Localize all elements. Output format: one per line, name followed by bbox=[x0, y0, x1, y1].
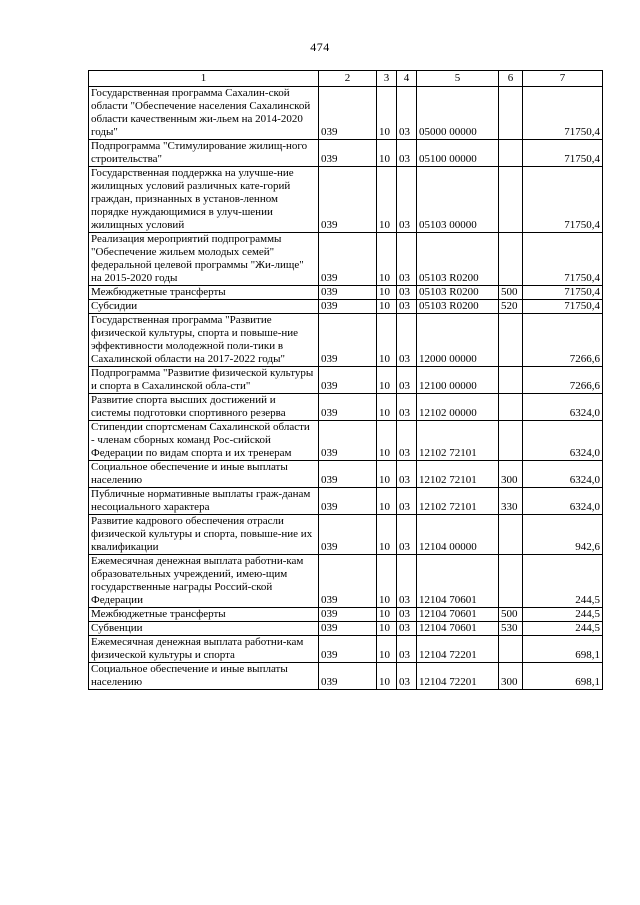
table-row bbox=[89, 488, 603, 515]
row-target-code: 05103 R0200 bbox=[417, 300, 499, 314]
row-expense-type: 530 bbox=[499, 622, 523, 636]
row-name: Подпрограмма "Развитие физической культуры и спорта в Сахалинской обла-сти" bbox=[89, 367, 319, 394]
row-section-code: 10 bbox=[377, 300, 397, 314]
row-name: Публичные нормативные выплаты граж-данам несоциального характера bbox=[89, 488, 319, 515]
row-name: Государственная программа Сахалин-ской области "Обеспечение населения Сахалинской области качественным жи-льем на 2014-2020 годы" bbox=[89, 87, 319, 140]
table-row bbox=[89, 367, 603, 394]
row-section-code: 10 bbox=[377, 286, 397, 300]
row-ministry-code: 039 bbox=[319, 421, 377, 461]
row-section-code: 10 bbox=[377, 555, 397, 608]
row-subsection-code: 03 bbox=[397, 286, 417, 300]
row-subsection-code: 03 bbox=[397, 461, 417, 488]
row-target-code: 12104 00000 bbox=[417, 515, 499, 555]
table-row bbox=[89, 421, 603, 461]
row-target-code: 12104 70601 bbox=[417, 622, 499, 636]
row-target-code: 05000 00000 bbox=[417, 87, 499, 140]
row-target-code: 05100 00000 bbox=[417, 140, 499, 167]
table-row bbox=[89, 300, 603, 314]
row-target-code: 12102 00000 bbox=[417, 394, 499, 421]
row-ministry-code: 039 bbox=[319, 300, 377, 314]
row-subsection-code: 03 bbox=[397, 622, 417, 636]
table-row bbox=[89, 515, 603, 555]
row-target-code: 12104 70601 bbox=[417, 608, 499, 622]
row-subsection-code: 03 bbox=[397, 515, 417, 555]
row-expense-type: 500 bbox=[499, 286, 523, 300]
row-target-code: 12104 72201 bbox=[417, 663, 499, 690]
row-target-code: 12104 72201 bbox=[417, 636, 499, 663]
row-subsection-code: 03 bbox=[397, 167, 417, 233]
row-amount: 7266,6 bbox=[523, 314, 603, 367]
table-row bbox=[89, 87, 603, 140]
row-section-code: 10 bbox=[377, 515, 397, 555]
row-subsection-code: 03 bbox=[397, 421, 417, 461]
table-row bbox=[89, 140, 603, 167]
row-expense-type bbox=[499, 555, 523, 608]
row-target-code: 05103 R0200 bbox=[417, 233, 499, 286]
row-expense-type bbox=[499, 167, 523, 233]
row-subsection-code: 03 bbox=[397, 300, 417, 314]
row-name: Стипендии спортсменам Сахалинской области - членам сборных команд Рос-сийской Федерации по видам спорта и их тренерам bbox=[89, 421, 319, 461]
table-row bbox=[89, 286, 603, 300]
row-amount: 71750,4 bbox=[523, 140, 603, 167]
row-name: Субвенции bbox=[89, 622, 319, 636]
table-row bbox=[89, 233, 603, 286]
row-amount: 71750,4 bbox=[523, 300, 603, 314]
row-expense-type bbox=[499, 233, 523, 286]
budget-table bbox=[88, 70, 603, 690]
row-expense-type bbox=[499, 87, 523, 140]
row-name: Реализация мероприятий подпрограммы "Обеспечение жильем молодых семей" федеральной целевой программы "Жи-лище" на 2015-2020 годы bbox=[89, 233, 319, 286]
row-amount: 71750,4 bbox=[523, 167, 603, 233]
row-expense-type bbox=[499, 636, 523, 663]
header-col-5: 5 bbox=[417, 71, 499, 87]
row-target-code: 12104 70601 bbox=[417, 555, 499, 608]
page-number: 474 bbox=[310, 40, 330, 54]
row-section-code: 10 bbox=[377, 636, 397, 663]
row-expense-type: 330 bbox=[499, 488, 523, 515]
row-target-code: 12102 72101 bbox=[417, 421, 499, 461]
row-expense-type bbox=[499, 140, 523, 167]
row-target-code: 12100 00000 bbox=[417, 367, 499, 394]
row-name: Развитие кадрового обеспечения отрасли физической культуры и спорта, повыше-ние их квалификации bbox=[89, 515, 319, 555]
row-ministry-code: 039 bbox=[319, 87, 377, 140]
header-col-1: 1 bbox=[89, 71, 319, 87]
row-ministry-code: 039 bbox=[319, 140, 377, 167]
row-name: Межбюджетные трансферты bbox=[89, 608, 319, 622]
table-row bbox=[89, 663, 603, 690]
row-target-code: 12000 00000 bbox=[417, 314, 499, 367]
row-amount: 698,1 bbox=[523, 636, 603, 663]
row-ministry-code: 039 bbox=[319, 622, 377, 636]
row-name: Ежемесячная денежная выплата работни-кам физической культуры и спорта bbox=[89, 636, 319, 663]
table-header-row bbox=[89, 71, 603, 87]
row-amount: 244,5 bbox=[523, 622, 603, 636]
row-subsection-code: 03 bbox=[397, 636, 417, 663]
row-name: Развитие спорта высших достижений и системы подготовки спортивного резерва bbox=[89, 394, 319, 421]
row-subsection-code: 03 bbox=[397, 488, 417, 515]
row-expense-type bbox=[499, 314, 523, 367]
row-subsection-code: 03 bbox=[397, 140, 417, 167]
row-expense-type: 300 bbox=[499, 461, 523, 488]
row-name: Подпрограмма "Стимулирование жилищ-ного строительства" bbox=[89, 140, 319, 167]
row-section-code: 10 bbox=[377, 367, 397, 394]
header-col-6: 6 bbox=[499, 71, 523, 87]
row-section-code: 10 bbox=[377, 608, 397, 622]
row-ministry-code: 039 bbox=[319, 394, 377, 421]
row-expense-type: 500 bbox=[499, 608, 523, 622]
row-target-code: 05103 R0200 bbox=[417, 286, 499, 300]
row-section-code: 10 bbox=[377, 421, 397, 461]
row-amount: 6324,0 bbox=[523, 394, 603, 421]
row-expense-type: 300 bbox=[499, 663, 523, 690]
row-subsection-code: 03 bbox=[397, 663, 417, 690]
row-ministry-code: 039 bbox=[319, 663, 377, 690]
table-row bbox=[89, 167, 603, 233]
table-row bbox=[89, 555, 603, 608]
row-ministry-code: 039 bbox=[319, 608, 377, 622]
row-amount: 6324,0 bbox=[523, 488, 603, 515]
row-ministry-code: 039 bbox=[319, 515, 377, 555]
row-ministry-code: 039 bbox=[319, 488, 377, 515]
row-amount: 71750,4 bbox=[523, 87, 603, 140]
row-ministry-code: 039 bbox=[319, 314, 377, 367]
row-name: Государственная программа "Развитие физической культуры, спорта и повыше-ние эффективности молодежной поли-тики в Сахалинской области на 2017-2022 годы" bbox=[89, 314, 319, 367]
row-expense-type bbox=[499, 394, 523, 421]
row-target-code: 12102 72101 bbox=[417, 461, 499, 488]
row-amount: 942,6 bbox=[523, 515, 603, 555]
table-row bbox=[89, 636, 603, 663]
row-ministry-code: 039 bbox=[319, 555, 377, 608]
row-ministry-code: 039 bbox=[319, 367, 377, 394]
table-row bbox=[89, 622, 603, 636]
header-col-2: 2 bbox=[319, 71, 377, 87]
row-name: Государственная поддержка на улучше-ние жилищных условий различных кате-горий граждан, признанных в установ-ленном порядке нуждающимися в улуч-шении жилищных условий bbox=[89, 167, 319, 233]
row-section-code: 10 bbox=[377, 663, 397, 690]
row-amount: 244,5 bbox=[523, 608, 603, 622]
row-amount: 6324,0 bbox=[523, 461, 603, 488]
row-subsection-code: 03 bbox=[397, 608, 417, 622]
row-target-code: 12102 72101 bbox=[417, 488, 499, 515]
row-subsection-code: 03 bbox=[397, 367, 417, 394]
row-expense-type bbox=[499, 367, 523, 394]
row-ministry-code: 039 bbox=[319, 636, 377, 663]
row-ministry-code: 039 bbox=[319, 167, 377, 233]
row-section-code: 10 bbox=[377, 233, 397, 286]
row-amount: 6324,0 bbox=[523, 421, 603, 461]
row-target-code: 05103 00000 bbox=[417, 167, 499, 233]
row-amount: 71750,4 bbox=[523, 233, 603, 286]
row-subsection-code: 03 bbox=[397, 555, 417, 608]
row-subsection-code: 03 bbox=[397, 233, 417, 286]
row-section-code: 10 bbox=[377, 87, 397, 140]
row-name: Социальное обеспечение и иные выплаты населению bbox=[89, 461, 319, 488]
row-subsection-code: 03 bbox=[397, 314, 417, 367]
row-section-code: 10 bbox=[377, 622, 397, 636]
table-row bbox=[89, 394, 603, 421]
row-ministry-code: 039 bbox=[319, 461, 377, 488]
row-amount: 244,5 bbox=[523, 555, 603, 608]
header-col-4: 4 bbox=[397, 71, 417, 87]
row-amount: 698,1 bbox=[523, 663, 603, 690]
table-row bbox=[89, 461, 603, 488]
row-section-code: 10 bbox=[377, 167, 397, 233]
row-section-code: 10 bbox=[377, 461, 397, 488]
row-expense-type bbox=[499, 515, 523, 555]
row-subsection-code: 03 bbox=[397, 87, 417, 140]
row-amount: 71750,4 bbox=[523, 286, 603, 300]
row-section-code: 10 bbox=[377, 394, 397, 421]
row-name: Субсидии bbox=[89, 300, 319, 314]
header-col-3: 3 bbox=[377, 71, 397, 87]
row-amount: 7266,6 bbox=[523, 367, 603, 394]
row-subsection-code: 03 bbox=[397, 394, 417, 421]
table-row bbox=[89, 608, 603, 622]
row-section-code: 10 bbox=[377, 488, 397, 515]
row-name: Межбюджетные трансферты bbox=[89, 286, 319, 300]
header-col-7: 7 bbox=[523, 71, 603, 87]
row-ministry-code: 039 bbox=[319, 233, 377, 286]
row-ministry-code: 039 bbox=[319, 286, 377, 300]
row-expense-type bbox=[499, 421, 523, 461]
row-expense-type: 520 bbox=[499, 300, 523, 314]
row-name: Социальное обеспечение и иные выплаты населению bbox=[89, 663, 319, 690]
row-section-code: 10 bbox=[377, 314, 397, 367]
row-name: Ежемесячная денежная выплата работни-кам образовательных учреждений, имею-щим государственные награды Россий-ской Федерации bbox=[89, 555, 319, 608]
table-row bbox=[89, 314, 603, 367]
row-section-code: 10 bbox=[377, 140, 397, 167]
